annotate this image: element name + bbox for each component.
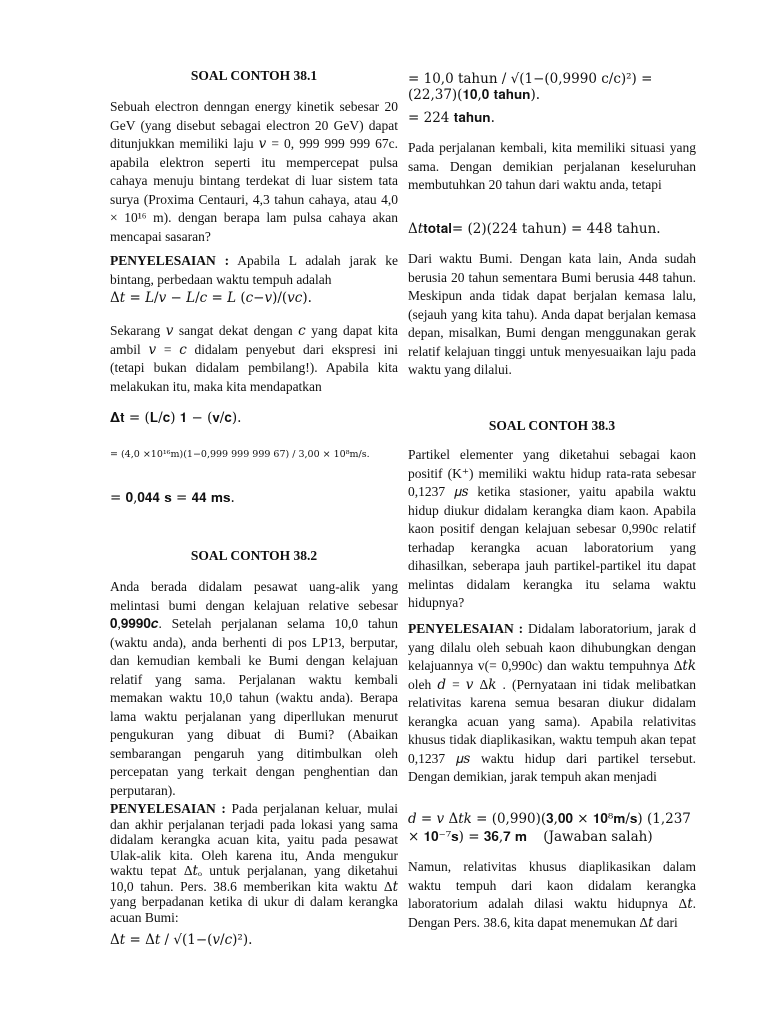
- distance-equation: 𝑑 = 𝑣 Δ𝑡𝑘 = (0,990)(𝟑,𝟎𝟎 × 𝟏𝟎⁸𝐦/𝐬) (1,237 × 𝟏𝟎⁻⁷𝐬) = 𝟑𝟔,𝟕 𝐦: [408, 811, 691, 845]
- example-38-3-solution: [408, 620, 696, 787]
- example-38-2-conclusion: Dari waktu Bumi. Dengan kata lain, Anda sudah berusia 20 tahun sementara Bumi berusia 448 tahun. Meskipun anda tidak dapat berjalan kemasa lalu, (sejauh yang kita tahu). Anda dapat berjalan kemasa depan, misalkan, Bumi dengan menggunakan gerak relatif kelajuan tinggi untuk menyesuaikan laju pada waktu yang dilalui.: [408, 251, 696, 377]
- solution-text: Pada perjalanan keluar, mulai dan akhir perjalanan terjadi pada lokasi yang sama didalam kerangka acuan kita, yaitu pada pesawat Ulak-alik kita. Oleh karena itu, Anda mengukur waktu tepat Δ𝑡ₒ untuk perjalanan, yang diketahui 10,0 tahun. Pers. 38.6 memberikan kita waktu Δ𝑡 yang berpadanan ketika di ukur di dalam kerangka acuan Bumi:: [110, 801, 398, 925]
- example-38-3-title: SOAL CONTOH 38.3: [488, 418, 616, 433]
- solution-label: PENYELESAIAN :: [110, 253, 230, 268]
- example-38-1-equation-1: Δ𝑡 = 𝐿/𝑣 − 𝐿/𝑐 = 𝐿 (𝑐−𝑣)/(𝑣𝑐).: [110, 290, 312, 306]
- example-38-2-total-time: Δ𝑡𝐭𝐨𝐭𝐚𝐥= (2)(224 tahun) = 448 tahun.: [408, 221, 661, 237]
- example-38-3-problem: Partikel elementer yang diketahui sebagai kaon positif (K⁺) memiliki waktu hidup rata-rata sebesar 0,1237 𝜇𝑠 ketika stasioner, yaitu apabila waktu hidup diukur didalam kerangka diam kaon. Apabila kaon positif dengan kelajuan sebesar 0,990c relatif terhadap kerangka acuan laboratorium yang dihasilkan, seberapa jauh partikel-partikel itu dapat melintas didalam kerangka itu selama waktu hidupnya?: [408, 447, 696, 610]
- example-38-3-explanation: Namun, relativitas khusus diaplikasikan dalam waktu tempuh dari kaon didalam kerangka laboratorium adalah dilasi waktu hidupnya Δ𝑡. Dengan Pers. 38.6, kita dapat menemukan Δ𝑡 dari: [408, 859, 696, 930]
- solution-label: PENYELESAIAN :: [110, 801, 226, 816]
- example-38-1-title: SOAL CONTOH 38.1: [190, 68, 318, 83]
- example-38-2-return-trip: Pada perjalanan kembali, kita memiliki situasi yang sama. Dengan demikian perjalanan keseluruhan membutuhkan 20 tahun dari waktu anda, tetapi: [408, 140, 696, 192]
- example-38-2-equation-2: = 10,0 tahun / √(1−(0,9990 c/c)²) = (22,37)(𝟏𝟎,𝟎 𝐭𝐚𝐡𝐮𝐧).: [408, 71, 653, 103]
- example-38-2-result-224: = 224 𝐭𝐚𝐡𝐮𝐧.: [408, 110, 495, 126]
- example-38-1-equation-2: 𝚫𝐭 = (𝐋/𝐜) 𝟏 − (𝐯/𝐜).: [110, 410, 242, 426]
- example-38-1-result: = 𝟎,𝟎𝟒𝟒 𝐬 = 𝟒𝟒 𝐦𝐬.: [110, 490, 235, 506]
- example-38-1-equation-3: = (4,0 ×10¹⁶m)(1−0,999 999 999 67) / 3,00 × 10⁸m/s.: [110, 449, 370, 460]
- example-38-2-equation-1: Δ𝑡 = Δ𝑡 / √(1−(𝑣/𝑐)²).: [110, 932, 253, 948]
- example-38-1-explanation: Sekarang 𝑣 sangat dekat dengan 𝑐 yang dapat kita ambil 𝑣 = 𝑐 didalam penyebut dari ekspresi ini (tetapi bukan didalam pembilang!). Apabila kita melakukan itu, maka kita mendapatkan: [110, 323, 398, 394]
- example-38-2-problem: Anda berada didalam pesawat uang-alik yang melintasi bumi dengan kelajuan relative sebesar 𝟎,𝟗𝟗𝟗𝟎𝒄. Setelah perjalanan selama 10,0 tahun (waktu anda), anda berhenti di pos LP13, berputar, dan kemudian kembali ke Bumi dengan kelajuan relatif yang sama. Perjalanan waktu kembali memakan waktu 10,0 tahun (waktu anda). Berapa lama waktu perjalanan yang diperllukan menurut pengukuran yang dibuat di Bumi? (Abaikan sembarangan pengaruh yang ditimbulkan oleh percepatan yang terkait dengan penghentian dan perputaran).: [110, 579, 398, 798]
- example-38-1-solution-intro: [110, 252, 398, 289]
- solution-label: PENYELESAIAN :: [408, 621, 524, 636]
- example-38-2-title: SOAL CONTOH 38.2: [190, 548, 318, 563]
- example-38-3-equation-1: [408, 810, 696, 846]
- solution-text: Apabila L adalah jarak ke bintang, perbedaan waktu tempuh adalah: [110, 253, 398, 287]
- solution-text: Didalam laboratorium, jarak d yang dilalu oleh sebuah kaon dihubungkan dengan kelajuannya v(= 0,990c) dan waktu tempuhnya Δ𝑡𝑘 oleh 𝑑 = 𝑣 Δ𝑘 . (Pernyataan ini tidak melibatkan relativitas karena semua besaran diukur didalam kerangka acuan yang sama). Apabila relativitas khusus tidak diaplikasikan, waktu tempuh akan tepat 0,1237 𝜇𝑠 waktu hidup dari partikel tersebut. Dengan demikian, jarak tempuh akan menjadi: [408, 621, 696, 784]
- example-38-2-solution: [110, 801, 398, 925]
- example-38-1-problem: Sebuah electron denngan energy kinetik sebesar 20 GeV (yang disebut sebagai electron 20 GeV) dapat ditunjukkan memiliki laju 𝑣 = 0, 999 999 999 67c. apabila elektron seperti itu mempercepat pulsa cahaya menuju bintang terdekat di luar sistem tata surya (Proxima Centauri, 4,3 tahun cahaya, atau 4,0 × 10¹⁶ m). dengan berapa lam pulsa cahaya akan mencapai sasaran?: [110, 99, 398, 244]
- wrong-answer-note: (Jawaban salah): [543, 829, 653, 845]
